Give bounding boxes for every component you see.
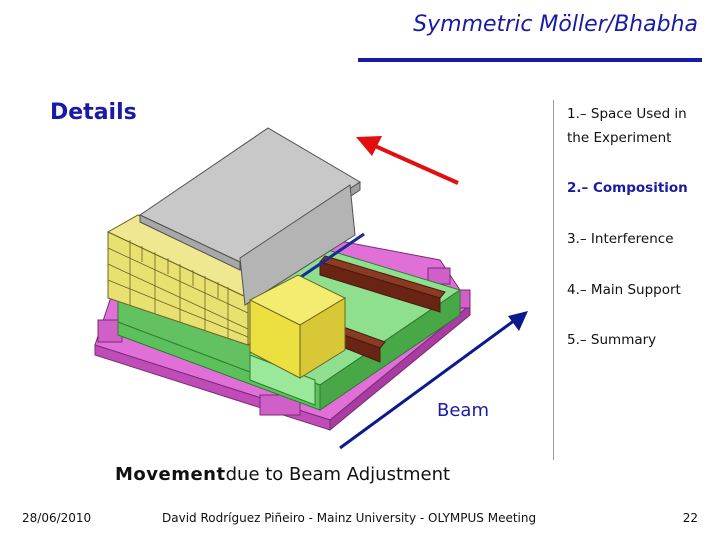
- caption-rest: due to Beam Adjustment: [225, 464, 451, 485]
- menu-item-composition[interactable]: 2.– Composition: [567, 180, 688, 196]
- footer-date: 28/06/2010: [22, 511, 92, 525]
- menu-divider: [553, 100, 554, 460]
- menu-item-space-used-line2[interactable]: the Experiment: [567, 130, 672, 146]
- footer-author: David Rodríguez Piñeiro - Mainz University - OLYMPUS Meeting: [162, 511, 537, 525]
- figure-caption: [115, 464, 450, 485]
- slide-title: Symmetric Möller/Bhabha: [413, 12, 698, 37]
- menu-item-summary[interactable]: 5.– Summary: [567, 332, 657, 348]
- page-number: 22: [682, 511, 698, 525]
- section-heading: Details: [50, 100, 137, 125]
- menu-item-main-support[interactable]: 4.– Main Support: [567, 282, 681, 298]
- menu-item-interference[interactable]: 3.– Interference: [567, 231, 674, 247]
- caption-bold: Movement: [115, 464, 226, 485]
- beam-label: Beam: [437, 400, 489, 421]
- movement-arrow: [356, 136, 458, 183]
- menu-item-space-used-line1[interactable]: 1.– Space Used in: [567, 106, 687, 122]
